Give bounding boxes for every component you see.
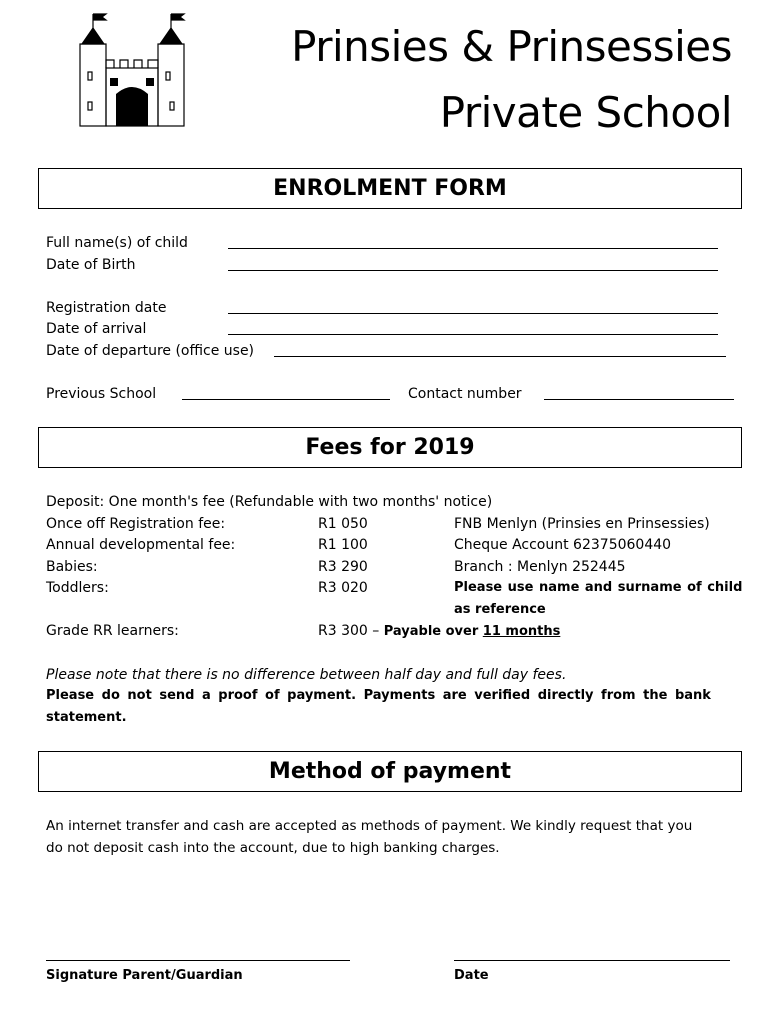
- grade-rr-amount: R3 300: [318, 623, 368, 639]
- previous-school-label: Previous School: [46, 386, 157, 402]
- reference-note-text: Please use name and surname of child: [454, 580, 743, 595]
- full-name-label: Full name(s) of child: [46, 235, 188, 251]
- contact-number-label: Contact number: [408, 386, 522, 402]
- enrolment-heading: ENROLMENT FORM: [273, 176, 507, 201]
- fee-row-amount: R1 100: [318, 537, 368, 553]
- fee-row-label: Annual developmental fee:: [46, 537, 236, 553]
- fee-row-amount: R1 050: [318, 516, 368, 532]
- contact-number-field[interactable]: [544, 399, 734, 400]
- fee-row-label: Babies:: [46, 559, 98, 575]
- grade-rr-label: Grade RR learners:: [46, 623, 179, 639]
- school-title-line1: Prinsies & Prinsessies: [291, 22, 732, 71]
- arrival-date-label: Date of arrival: [46, 321, 147, 337]
- fee-row-label: Once off Registration fee:: [46, 516, 226, 532]
- fees-note-italic: Please note that there is no difference between half day and full day fees.: [46, 667, 567, 683]
- school-title-line2: Private School: [439, 88, 732, 137]
- fees-note-bold-line1: Please do not send a proof of payment. Payments are verified directly from the bank: [46, 688, 711, 703]
- bank-branch-text: Branch : Menlyn 252445: [454, 559, 626, 575]
- grade-rr-dash: –: [367, 623, 384, 639]
- fees-heading: Fees for 2019: [305, 435, 475, 460]
- reference-note-cont: as reference: [454, 602, 546, 617]
- registration-date-field[interactable]: [228, 313, 718, 314]
- signature-field[interactable]: [46, 960, 350, 961]
- deposit-text: Deposit: One month's fee (Refundable with two months' notice): [46, 494, 493, 510]
- departure-date-label: Date of departure (office use): [46, 343, 255, 359]
- payment-text-line1: An internet transfer and cash are accepted as methods of payment. We kindly request that you: [46, 818, 693, 834]
- bank-name-text: FNB Menlyn (Prinsies en Prinsessies): [454, 516, 710, 532]
- grade-rr-payable: Payable over: [383, 624, 483, 639]
- castle-logo-icon: [70, 10, 194, 130]
- dob-field[interactable]: [228, 270, 718, 271]
- departure-date-field[interactable]: [274, 356, 726, 357]
- dob-label: Date of Birth: [46, 257, 136, 273]
- signature-label: Signature Parent/Guardian: [46, 968, 243, 983]
- registration-date-label: Registration date: [46, 300, 167, 316]
- full-name-field[interactable]: [228, 248, 718, 249]
- date-field[interactable]: [454, 960, 730, 961]
- fee-row-label: Toddlers:: [46, 580, 109, 596]
- payment-text-line2: do not deposit cash into the account, due to high banking charges.: [46, 840, 500, 856]
- fee-row-amount: R3 290: [318, 559, 368, 575]
- payment-heading: Method of payment: [268, 759, 512, 784]
- enrolment-heading-box: [38, 168, 742, 209]
- fee-row-amount: R3 020: [318, 580, 368, 596]
- fees-note-bold-line2: statement.: [46, 710, 127, 725]
- previous-school-field[interactable]: [182, 399, 390, 400]
- fees-heading-box: [38, 427, 742, 468]
- payment-heading-box: [38, 751, 742, 792]
- grade-rr-fee: [318, 622, 560, 641]
- arrival-date-field[interactable]: [228, 334, 718, 335]
- bank-account-text: Cheque Account 62375060440: [454, 537, 672, 553]
- date-label: Date: [454, 968, 489, 983]
- grade-rr-months: 11 months: [482, 624, 561, 639]
